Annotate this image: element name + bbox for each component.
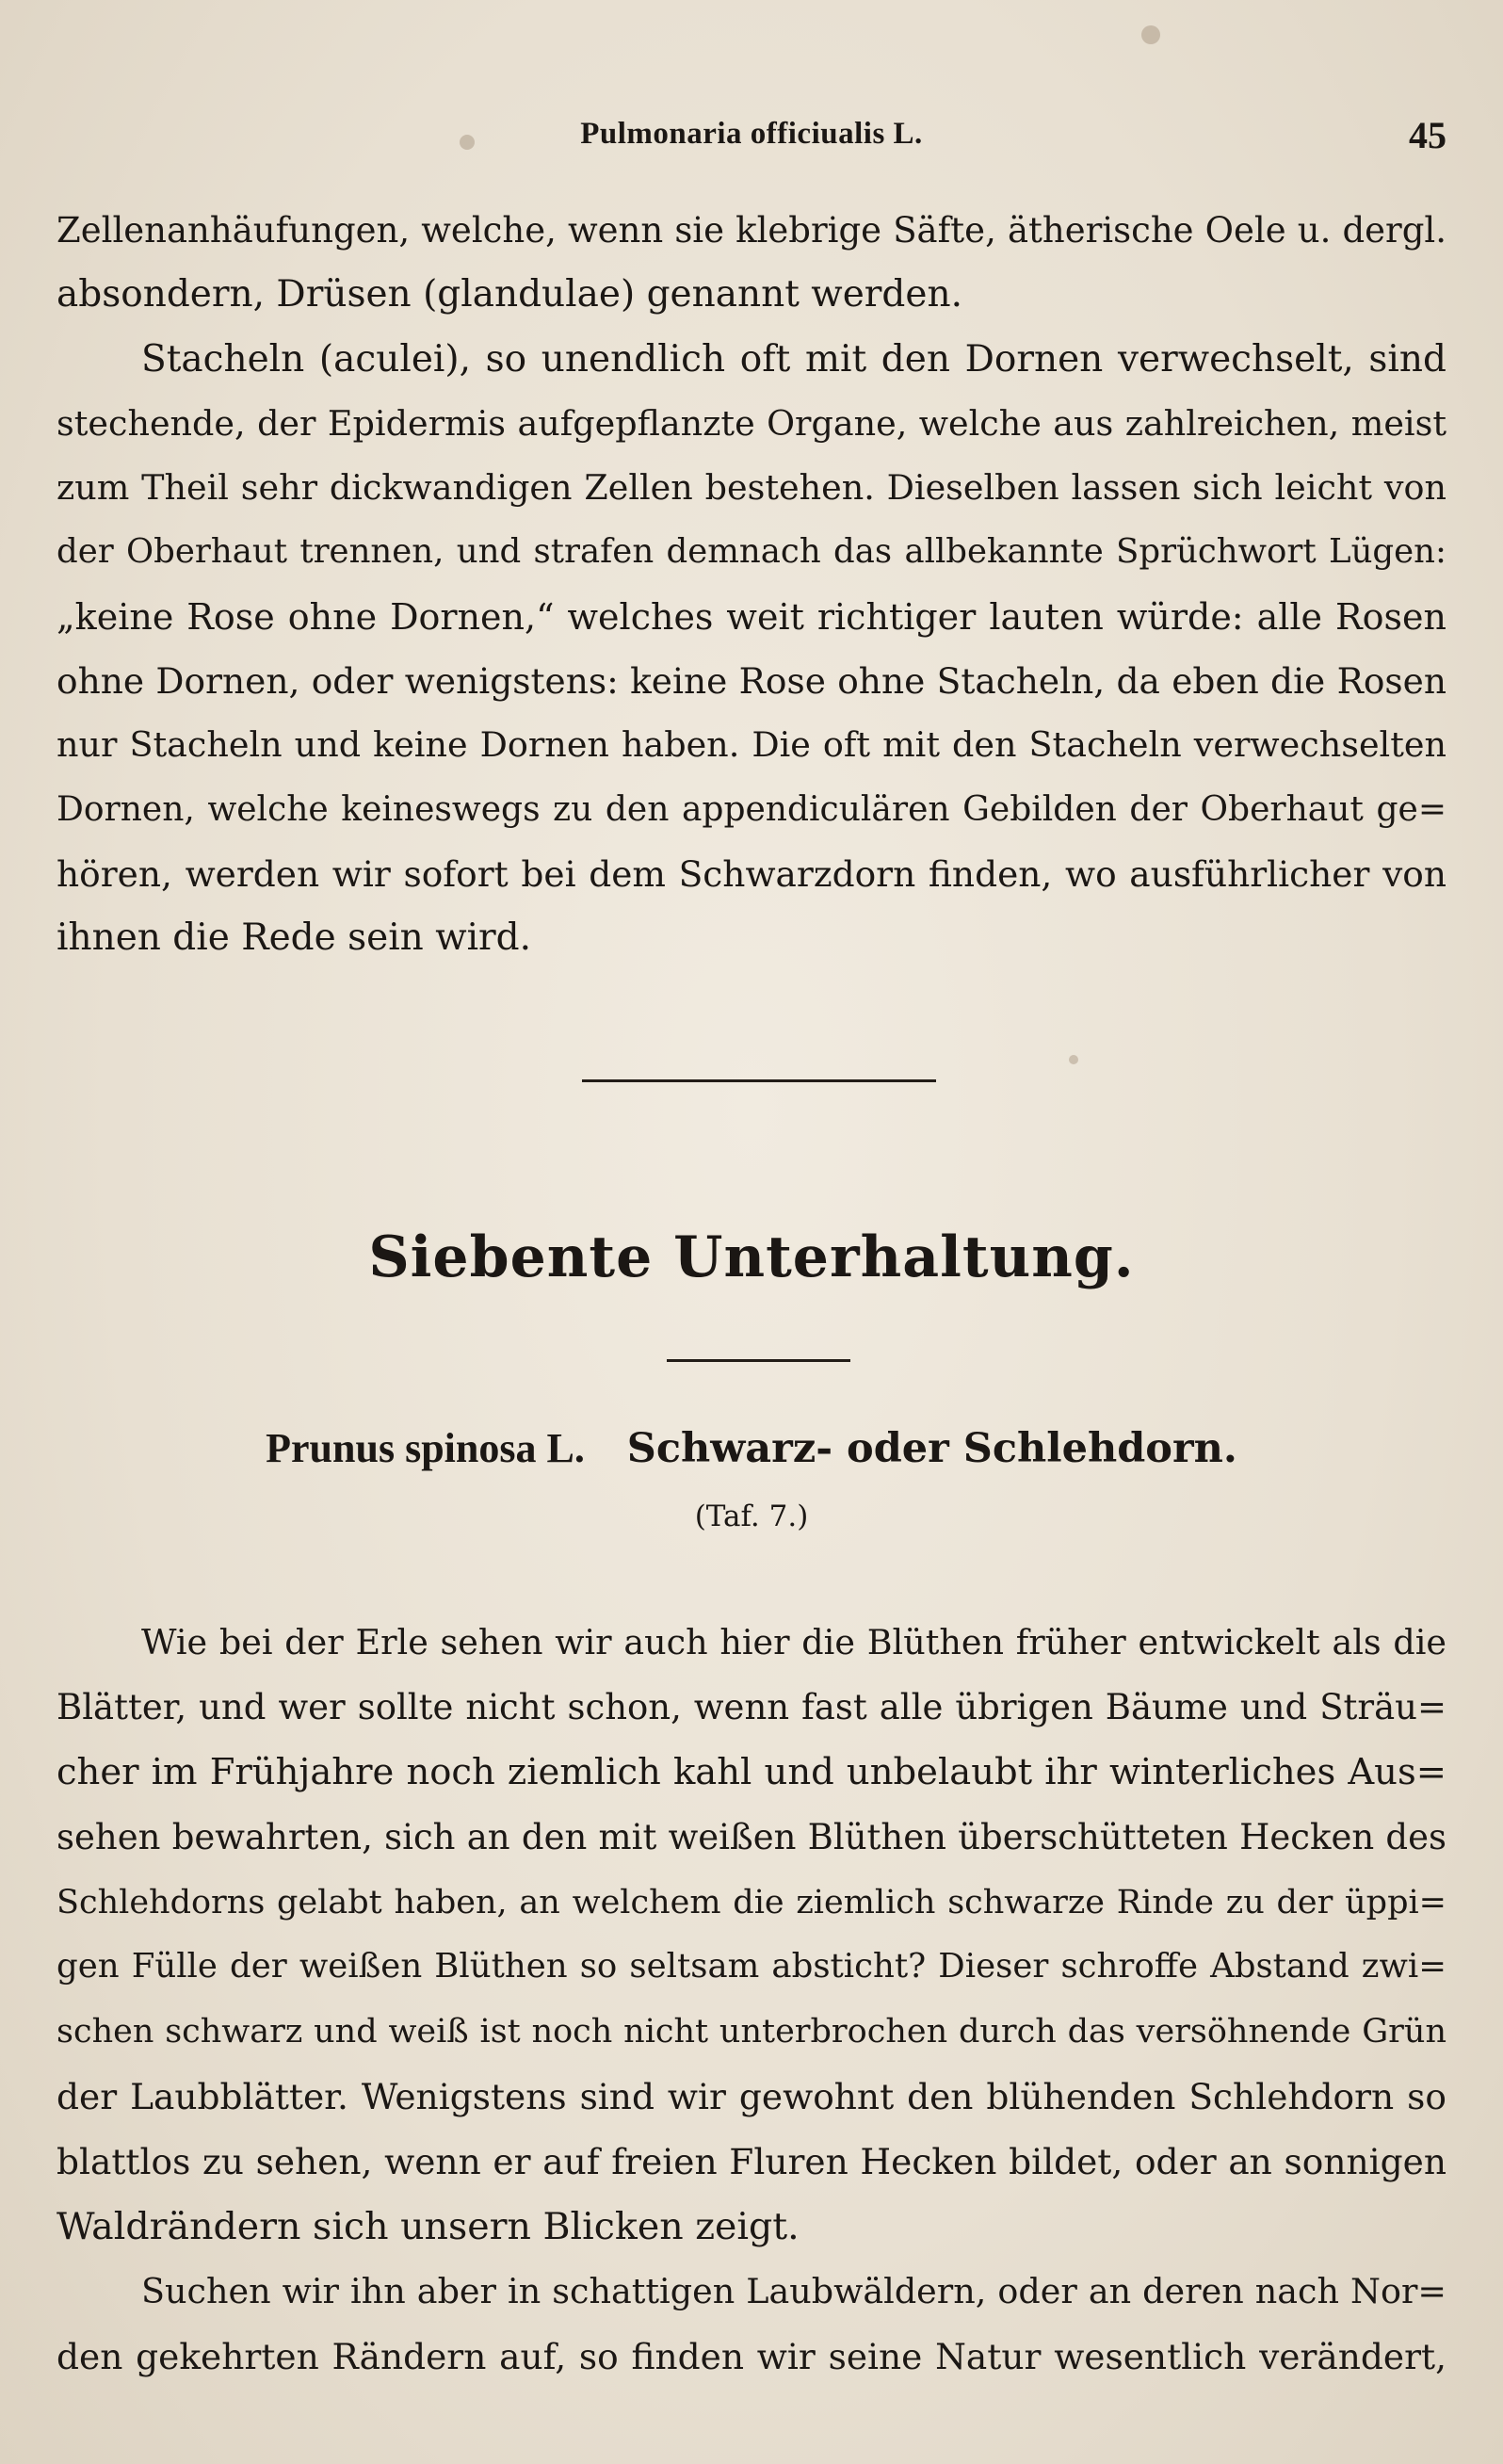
text-line: absondern, Drüsen (glandulae) genannt werden. xyxy=(57,273,962,316)
paragraph-block-1 xyxy=(57,199,1446,971)
text-line: Schlehdorns gelabt haben, an welchem die ziemlich schwarze Rinde zu der üppi= xyxy=(57,1883,1446,1921)
paper-stain xyxy=(1069,1055,1078,1064)
paper-stain xyxy=(1141,25,1160,44)
text-line: der Oberhaut trennen, und strafen demnach das allbekannte Sprüchwort Lügen: xyxy=(57,532,1446,572)
text-line: „keine Rose ohne Dornen,“ welches weit richtiger lauten würde: alle Rosen xyxy=(57,595,1446,638)
text-line: ohne Dornen, oder wenigstens: keine Rose ohne Stacheln, da eben die Rosen xyxy=(57,660,1446,703)
section-divider xyxy=(582,1079,936,1082)
running-head: Pulmonaria officiualis L. xyxy=(580,117,923,151)
text-line: gen Fülle der weißen Blüthen so seltsam absticht? Dieser schroffe Abstand zwi= xyxy=(57,1947,1446,1986)
latin-name: Prunus spinosa L. xyxy=(266,1425,585,1471)
text-line: Stacheln (aculei), so unendlich oft mit den Dornen verwechselt, sind xyxy=(141,337,1446,381)
text-line: Zellenanhäufungen, welche, wenn sie klebrige Säfte, ätherische Oele u. dergl. xyxy=(57,210,1446,251)
text-line: der Laubblätter. Wenigstens sind wir gewohnt den blühenden Schlehdorn so xyxy=(57,2076,1446,2118)
text-line: sehen bewahrten, sich an den mit weißen Blüthen überschütteten Hecken des xyxy=(57,1816,1446,1857)
text-line: Waldrändern sich unsern Blicken zeigt. xyxy=(57,2205,800,2249)
text-line: nur Stacheln und keine Dornen haben. Die oft mit den Stacheln verwechselten xyxy=(57,724,1446,766)
text-line: Suchen wir ihn aber in schattigen Laubwäldern, oder an deren nach Nor= xyxy=(141,2270,1446,2311)
paragraph-block-2 xyxy=(57,1611,1446,2390)
page-header xyxy=(0,113,1503,160)
text-line: den gekehrten Rändern auf, so finden wir seine Natur wesentlich verändert, xyxy=(57,2335,1446,2377)
page-number: 45 xyxy=(1409,114,1446,156)
text-line: Dornen, welche keineswegs zu den appendiculären Gebilden der Oberhaut ge= xyxy=(57,789,1446,829)
text-line: Wie bei der Erle sehen wir auch hier die Blüthen früher entwickelt als die xyxy=(141,1622,1446,1662)
chapter-title: Siebente Unterhaltung. xyxy=(368,1224,1135,1290)
common-name: Schwarz- oder Schlehdorn. xyxy=(626,1425,1237,1472)
text-line: ihnen die Rede sein wird. xyxy=(57,916,532,960)
text-line: stechende, der Epidermis aufgepflanzte Organe, welche aus zahlreichen, meist xyxy=(57,402,1446,444)
species-heading xyxy=(0,1424,1503,1472)
text-line: hören, werden wir sofort bei dem Schwarzdorn finden, wo ausführlicher von xyxy=(57,852,1446,895)
text-line: Blätter, und wer sollte nicht schon, wenn fast alle übrigen Bäume und Sträu= xyxy=(57,1686,1446,1727)
text-line: zum Theil sehr dickwandigen Zellen bestehen. Dieselben lassen sich leicht von xyxy=(57,467,1446,509)
title-divider xyxy=(667,1359,850,1362)
text-line: blattlos zu sehen, wenn er auf freien Fluren Hecken bildet, oder an sonnigen xyxy=(57,2141,1446,2183)
text-line: schen schwarz und weiß ist noch nicht unterbrochen durch das versöhnende Grün xyxy=(57,2013,1446,2051)
text-line: cher im Frühjahre noch ziemlich kahl und unbelaubt ihr winterliches Aus= xyxy=(57,1750,1446,1793)
plate-reference: (Taf. 7.) xyxy=(694,1499,809,1533)
